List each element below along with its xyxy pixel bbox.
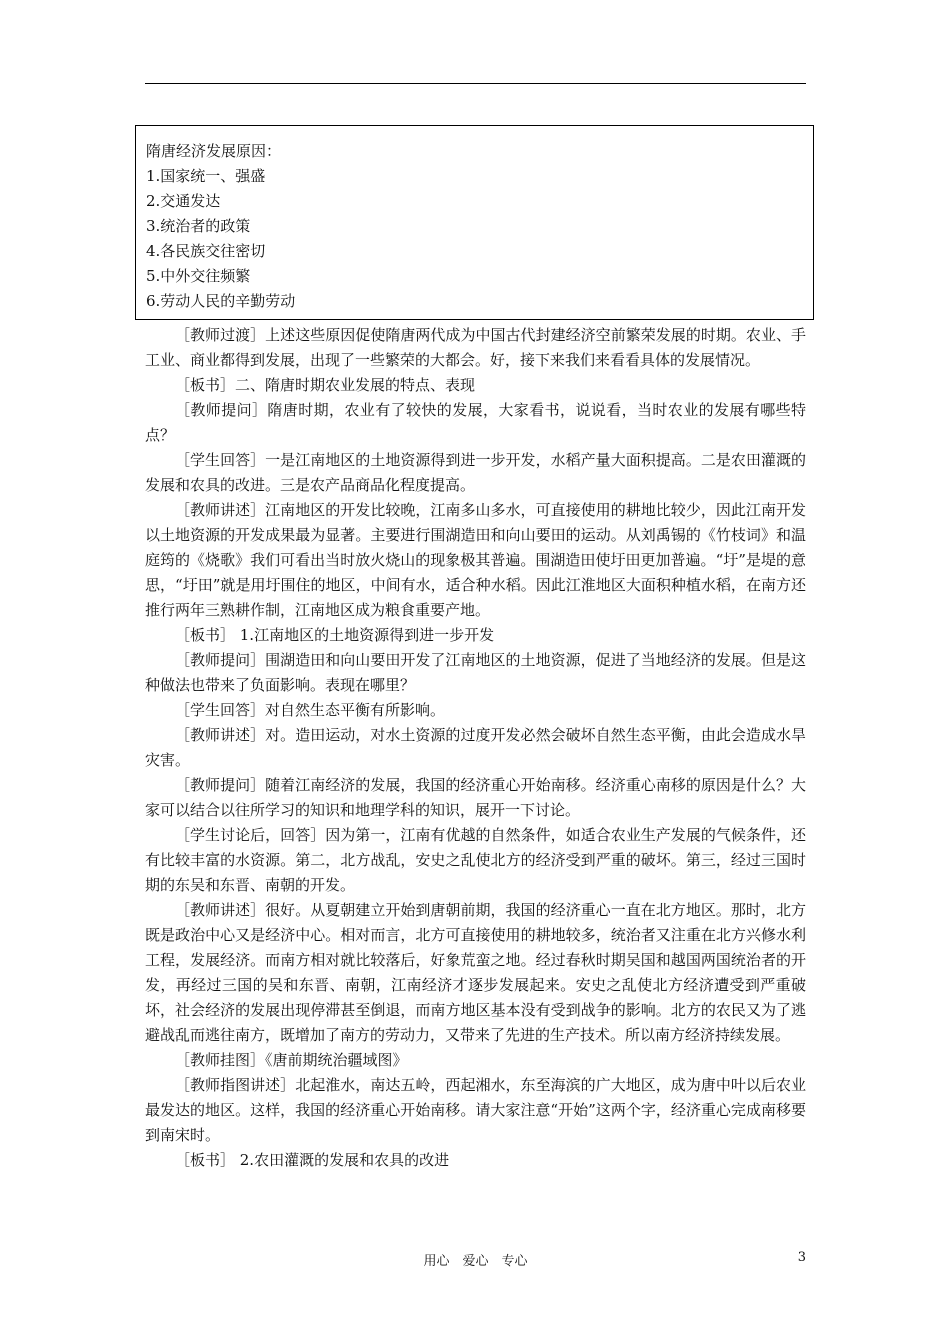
paragraph: ［教师讲述］江南地区的开发比较晚，江南多山多水，可直接使用的耕地比较少，因此江南开发以土地资源的开发成果最为显著。主要进行围湖造田和向山要田的运动。从刘禹锡的《竹枝词》和温庭筠的《烧歌》我们可看出当时放火烧山的现象极其普遍。围湖造田使圩田更加普遍。“圩”是堤的意思，“圩田”就是用圩围住的地区，中间有水，适合种水稻。因此江淮地区大面积种植水稻，在南方还推行两年三熟耕作制，江南地区成为粮食重要产地。: [145, 501, 806, 619]
paragraph: ［教师讲述］对。造田运动，对水土资源的过度开发必然会破坏自然生态平衡，由此会造成水旱灾害。: [145, 726, 806, 769]
paragraph: ［板书］二、隋唐时期农业发展的特点、表现: [175, 376, 476, 394]
header-rule: [145, 83, 806, 84]
body-text: [145, 323, 806, 1173]
paragraph: ［教师指图讲述］北起淮水，南达五岭，西起湘水，东至海滨的广大地区，成为唐中叶以后农业最发达的地区。这样，我国的经济重心开始南移。请大家注意“开始”这两个字，经济重心完成南移要到南宋时。: [145, 1076, 806, 1144]
paragraph: ［教师挂图］《唐前期统治疆域图》: [175, 1051, 408, 1069]
paragraph: ［学生回答］一是江南地区的土地资源得到进一步开发，水稻产量大面积提高。二是农田灌溉的发展和农具的改进。三是农产品商品化程度提高。: [145, 451, 806, 494]
paragraph: ［教师过渡］上述这些原因促使隋唐两代成为中国古代封建经济空前繁荣发展的时期。农业、手工业、商业都得到发展，出现了一些繁荣的大都会。好，接下来我们来看看具体的发展情况。: [145, 326, 806, 369]
paragraph: ［教师提问］隋唐时期，农业有了较快的发展，大家看书，说说看，当时农业的发展有哪些特点？: [145, 401, 806, 444]
paragraph: ［板书］ 2.农田灌溉的发展和农具的改进: [175, 1151, 450, 1169]
paragraph: ［教师讲述］很好。从夏朝建立开始到唐朝前期，我国的经济重心一直在北方地区。那时，北方既是政治中心又是经济中心。相对而言，北方可直接使用的耕地较多，统治者又注重在北方兴修水利工程，发展经济。而南方相对就比较落后，好象荒蛮之地。经过春秋时期吴国和越国两国统治者的开发，再经过三国的吴和东晋、南朝，江南经济才逐步发展起来。安史之乱使北方经济遭受到严重破坏，社会经济的发展出现停滞甚至倒退，而南方地区基本没有受到战争的影响。北方的农民又为了逃避战乱而逃往南方，既增加了南方的劳动力，又带来了先进的生产技术。所以南方经济持续发展。: [145, 901, 806, 1044]
paragraph: ［学生讨论后，回答］因为第一，江南有优越的自然条件，如适合农业生产发展的气候条件，还有比较丰富的水资源。第二，北方战乱，安史之乱使北方的经济受到严重的破坏。第三，经过三国时期的东吴和东晋、南朝的开发。: [145, 826, 806, 894]
summary-box: [135, 125, 814, 320]
paragraph: ［教师提问］围湖造田和向山要田开发了江南地区的土地资源，促进了当地经济的发展。但是这种做法也带来了负面影响。表现在哪里？: [145, 651, 806, 694]
footer-motto: 用心 爱心 专心: [423, 1254, 528, 1269]
paragraph: ［板书］ 1.江南地区的土地资源得到进一步开发: [175, 626, 495, 644]
summary-item: 2.交通发达: [146, 192, 221, 210]
page-number: 3: [797, 1250, 806, 1265]
summary-item: 1.国家统一、强盛: [146, 167, 266, 185]
paragraph: ［教师提问］随着江南经济的发展，我国的经济重心开始南移。经济重心南移的原因是什么？大家可以结合以往所学习的知识和地理学科的知识，展开一下讨论。: [145, 776, 806, 819]
summary-item: 4.各民族交往密切: [146, 242, 266, 260]
paragraph: ［学生回答］对自然生态平衡有所影响。: [175, 701, 446, 719]
summary-item: 5.中外交往频繁: [146, 267, 251, 285]
page-footer: [145, 1250, 806, 1270]
summary-title: 隋唐经济发展原因：: [146, 142, 282, 160]
summary-item: 3.统治者的政策: [146, 217, 251, 235]
summary-item: 6.劳动人民的辛勤劳动: [146, 292, 296, 310]
